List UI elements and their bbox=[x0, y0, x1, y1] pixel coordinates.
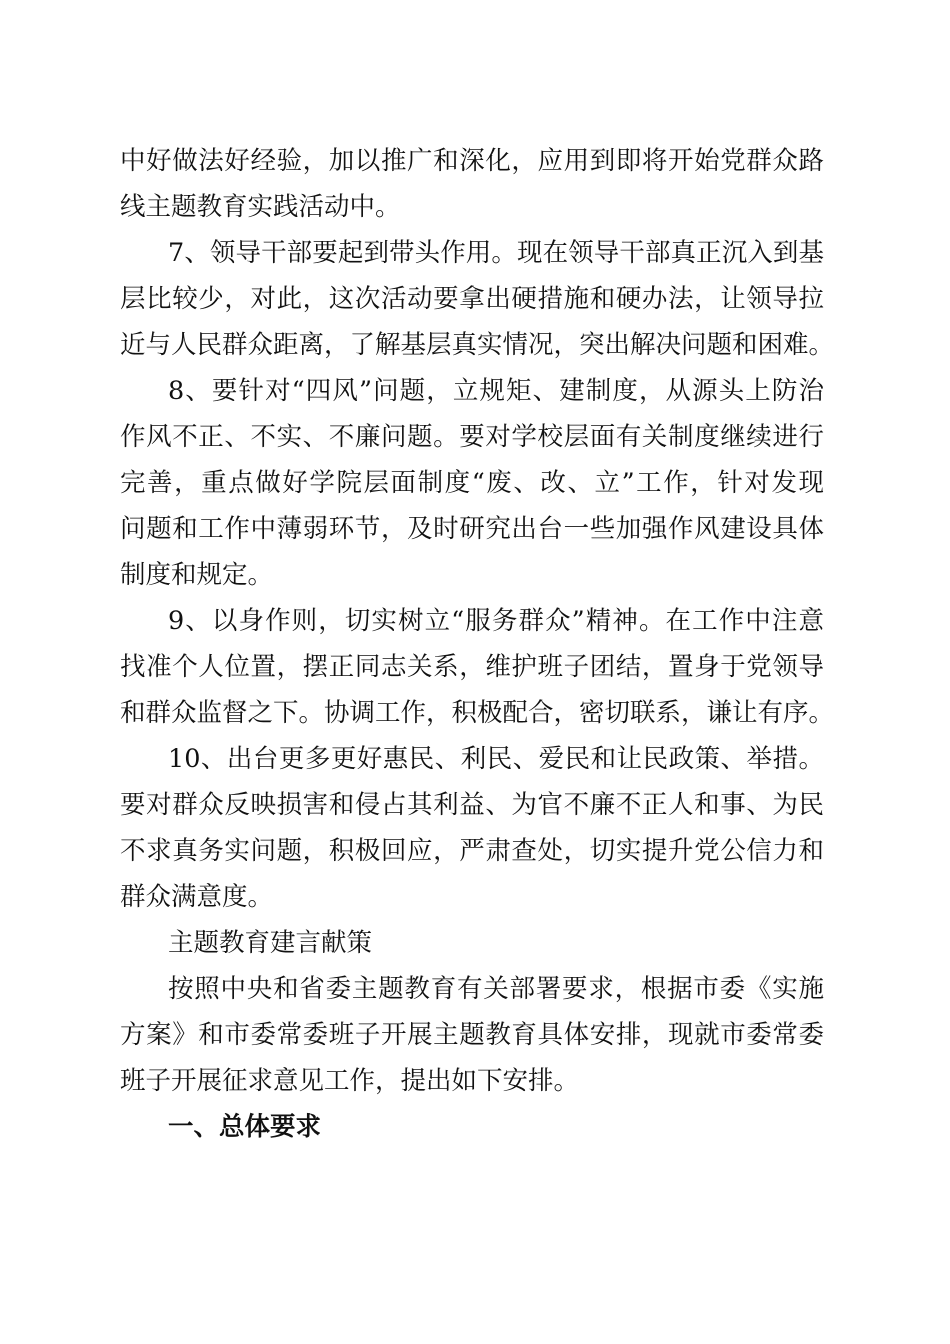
document-body bbox=[120, 138, 835, 1150]
paragraph-start-item-7: 7、领导干部要起到带头作用。现在领导干部真正沉入到基 bbox=[168, 238, 824, 268]
text-line: 层比较少，对此，这次活动要拿出硬措施和硬办法，让领导拉 bbox=[120, 284, 824, 314]
section-heading: 一、总体要求 bbox=[168, 1112, 322, 1142]
text-line: 中好做法好经验，加以推广和深化，应用到即将开始党群众路 bbox=[120, 146, 824, 176]
text-line: 方案》和市委常委班子开展主题教育具体安排，现就市委常委 bbox=[120, 1020, 824, 1050]
text-line: 群众满意度。 bbox=[120, 882, 274, 912]
text-line: 制度和规定。 bbox=[120, 560, 274, 590]
text-line: 近与人民群众距离，了解基层真实情况，突出解决问题和困难。 bbox=[120, 330, 835, 360]
section-subtitle: 主题教育建言献策 bbox=[168, 928, 373, 958]
text-line: 班子开展征求意见工作，提出如下安排。 bbox=[120, 1066, 580, 1096]
text-line: 作风不正、不实、不廉问题。要对学校层面有关制度继续进行 bbox=[120, 422, 824, 452]
text-line: 线主题教育实践活动中。 bbox=[120, 192, 401, 222]
text-line: 找准个人位置，摆正同志关系，维护班子团结，置身于党领导 bbox=[120, 652, 824, 682]
text-line: 和群众监督之下。协调工作，积极配合，密切联系，谦让有序。 bbox=[120, 698, 835, 728]
paragraph-start-intro: 按照中央和省委主题教育有关部署要求，根据市委《实施 bbox=[168, 974, 824, 1004]
text-line: 完善，重点做好学院层面制度“废、改、立”工作，针对发现 bbox=[120, 468, 824, 498]
paragraph-start-item-10: 10、出台更多更好惠民、利民、爱民和让民政策、举措。 bbox=[168, 744, 824, 774]
text-line: 要对群众反映损害和侵占其利益、为官不廉不正人和事、为民 bbox=[120, 790, 824, 820]
text-line: 问题和工作中薄弱环节，及时研究出台一些加强作风建设具体 bbox=[120, 514, 824, 544]
paragraph-start-item-8: 8、要针对“四风”问题，立规矩、建制度，从源头上防治 bbox=[168, 376, 824, 406]
text-line: 不求真务实问题，积极回应，严肃查处，切实提升党公信力和 bbox=[120, 836, 824, 866]
paragraph-start-item-9: 9、以身作则，切实树立“服务群众”精神。在工作中注意 bbox=[168, 606, 824, 636]
